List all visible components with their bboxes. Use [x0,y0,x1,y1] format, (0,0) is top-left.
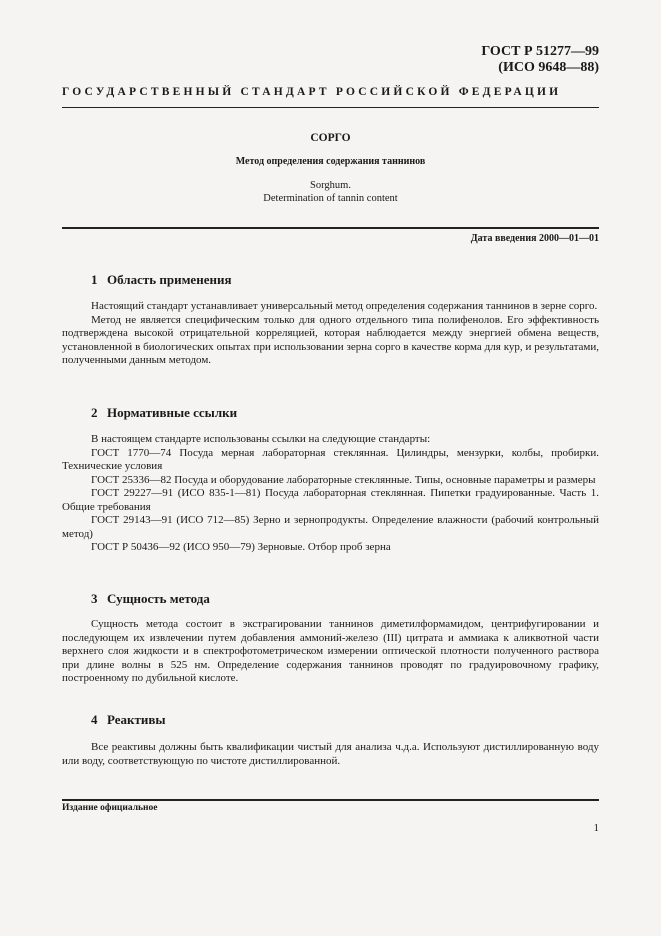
title-divider [62,227,599,229]
reference-item: ГОСТ 25336—82 Посуда и оборудование лабораторные стеклянные. Типы, основные параметры и размеры [91,473,596,486]
section-body-1 [62,300,599,368]
section-body-2 [62,433,599,555]
top-divider [62,107,599,108]
document-title: СОРГО [310,132,351,144]
section-title: Нормативные ссылки [107,405,238,420]
section-title: Область применения [107,272,232,287]
paragraph: Метод не является специфическим только для одного отдельного типа полифенолов. Его эффективность подтверждена высокой отрицательной корреляцией, которая наблюдается между энергией обмена веществ, установленной в биологических опытах при использовании зерна сорго в качестве корма для кур, и результатами, полученными данным методом. [62,313,599,366]
official-edition-label: Издание официальное [62,803,158,813]
footer-divider [62,799,599,801]
gost-number: ГОСТ Р 51277—99 [481,44,599,59]
introduction-date: Дата введения 2000—01—01 [470,233,599,244]
section-heading-2 [91,405,237,421]
document-number-block [481,44,599,76]
paragraph: Сущность метода состоит в экстрагировании таннинов диметилформамидом, центрифугировании и последующем их извлечении путем добавления аммоний-железо (III) цитрата и аммиака к аликвотной части верхнего слоя жидкости и в спектрофотометрическом измерении оптической плотности полученного раствора при длине волны в 525 нм. Определение содержания таннинов проводят по градуировочному графику, построенному по дубильной кислоте. [62,618,599,684]
paragraph: В настоящем стандарте использованы ссылки на следующие стандарты: [91,433,431,445]
document-subtitle: Метод определения содержания таннинов [235,156,426,167]
section-title: Сущность метода [107,591,210,606]
reference-item: ГОСТ 1770—74 Посуда мерная лабораторная стеклянная. Цилиндры, мензурки, колбы, пробирки. Технические условия [62,446,599,472]
section-heading-3 [91,591,210,607]
iso-number: (ИСО 9648—88) [498,60,599,75]
english-title [62,180,599,205]
section-number: 4 [91,712,98,727]
paragraph: Настоящий стандарт устанавливает универсальный метод определения содержания таннинов в зерне сорго. [91,300,598,312]
section-body-3 [62,618,599,686]
english-title-line1: Sorghum. [310,180,351,191]
page-number: 1 [593,822,599,834]
section-heading-4 [91,712,166,728]
state-standard-banner: ГОСУДАРСТВЕННЫЙ СТАНДАРТ РОССИЙСКОЙ ФЕДЕРАЦИИ [62,86,562,98]
section-number: 2 [91,405,98,420]
section-body-4 [62,741,599,768]
section-number: 1 [91,272,98,287]
section-number: 3 [91,591,98,606]
section-heading-1 [91,272,231,288]
reference-item: ГОСТ 29227—91 (ИСО 835-1—81) Посуда лабораторная стеклянная. Пипетки градуированные. Часть 1. Общие требования [62,487,599,513]
reference-item: ГОСТ 29143—91 (ИСО 712—85) Зерно и зернопродукты. Определение влажности (рабочий контрольный метод) [62,514,599,540]
paragraph: Все реактивы должны быть квалификации чистый для анализа ч.д.а. Используют дистиллированную воду или воду, соответствующую по чистоте дистиллированной. [62,741,599,767]
english-title-line2: Determination of tannin content [263,192,398,204]
reference-item: ГОСТ Р 50436—92 (ИСО 950—79) Зерновые. Отбор проб зерна [91,541,391,553]
section-title: Реактивы [107,712,166,727]
